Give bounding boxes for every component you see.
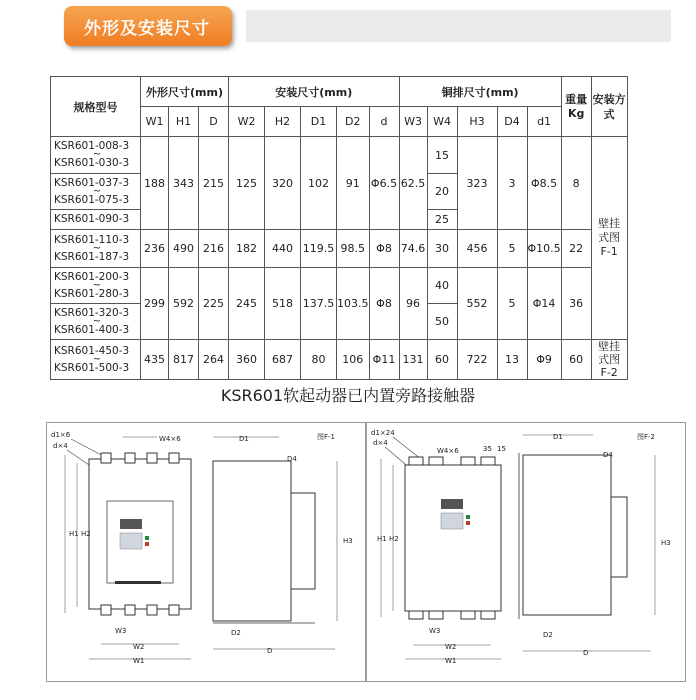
col-d4: D4 [497,107,527,137]
header-model: 规格型号 [51,77,141,137]
label-15: 15 [497,445,506,453]
label-h3: H3 [343,537,353,545]
label-d1x6: d1×6 [51,431,71,439]
label-d2: D2 [231,629,241,637]
col-w1: W1 [141,107,169,137]
col-w3: W3 [399,107,427,137]
col-w2: W2 [229,107,265,137]
col-w4: W4 [427,107,457,137]
col-dd: d [369,107,399,137]
col-h3: H3 [457,107,497,137]
label-w4x6: W4×6 [159,435,181,443]
table-row: KSR601-110-3 ~ KSR601-187-3 236 490 216 182 440 119.5 98.5 Φ8 74.6 30 456 5 Φ10.5 22 [51,230,628,268]
label-w2: W2 [445,643,457,651]
label-w1: W1 [133,657,145,665]
col-d2: D2 [337,107,370,137]
label-h1h2: H1 H2 [377,535,399,543]
label-d1x24: d1×24 [371,429,395,437]
figure-f1-drawing [47,423,365,681]
model-cell: KSR601-200-3 ~ KSR601-280-3 [51,268,141,304]
label-d1: D1 [239,435,249,443]
header-install: 安装尺寸(mm) [229,77,400,107]
col-d1: D1 [301,107,337,137]
label-h3: H3 [661,539,671,547]
display-panel [120,519,142,529]
header-weight: 重量Kg [561,77,591,137]
keypad [120,533,142,549]
table-row: KSR601-320-3 ~ KSR601-400-3 50 [51,304,628,340]
model-cell: KSR601-008-3 ~ KSR601-030-3 [51,137,141,174]
model-cell: KSR601-110-3 ~ KSR601-187-3 [51,230,141,268]
figure-tag: 图F-1 [317,433,336,441]
figure-f1 [46,422,366,682]
label-d4: D4 [287,455,297,463]
table-row: KSR601-008-3 ~ KSR601-030-3 188 343 215 125 320 102 91 Φ6.5 62.5 15 323 3 Φ8.5 8 壁挂式图F-1 [51,137,628,174]
table-row: KSR601-090-3 25 [51,210,628,230]
caption: KSR601软起动器已内置旁路接触器 [220,386,476,405]
label-d: D [583,649,589,657]
label-dx4: d×4 [373,439,388,447]
figure-tag: 图F-2 [637,433,656,441]
header-copper: 铜排尺寸(mm) [399,77,561,107]
model-cell: KSR601-450-3 ~ KSR601-500-3 [51,340,141,380]
table-row: KSR601-450-3 ~ KSR601-500-3 435 817 264 360 687 80 106 Φ11 131 60 722 13 Φ9 60 壁挂式图F-2 [51,340,628,380]
label-h1h2: H1 H2 [69,530,91,538]
col-h2: H2 [265,107,301,137]
label-w4x6: W4×6 [437,447,459,455]
label-d4: D4 [603,451,613,459]
col-h1: H1 [169,107,199,137]
section-title: 外形及安装尺寸 [84,19,210,39]
figure-f2 [366,422,686,682]
table-row: KSR601-037-3 ~ KSR601-075-3 20 [51,174,628,210]
label-dx4: d×4 [53,442,68,450]
label-d1: D1 [553,433,563,441]
table-row: KSR601-200-3 ~ KSR601-280-3 299 592 225 245 518 137.5 103.5 Φ8 96 40 552 5 Φ14 36 [51,268,628,304]
header-outer: 外形尺寸(mm) [141,77,229,107]
figure-f2-drawing [367,423,685,681]
model-cell: KSR601-320-3 ~ KSR601-400-3 [51,304,141,340]
label-w2: W2 [133,643,145,651]
label-w3: W3 [115,627,127,635]
col-d1b: d1 [527,107,561,137]
col-d: D [199,107,229,137]
label-35: 35 [483,445,492,453]
spec-table [50,76,628,380]
header-bar [246,10,671,42]
model-cell: KSR601-037-3 ~ KSR601-075-3 [51,174,141,210]
label-w1: W1 [445,657,457,665]
label-d2: D2 [543,631,553,639]
label-d: D [267,647,273,655]
header-mount: 安装方式 [591,77,627,137]
keypad [441,513,463,529]
display-panel [441,499,463,509]
label-w3: W3 [429,627,441,635]
